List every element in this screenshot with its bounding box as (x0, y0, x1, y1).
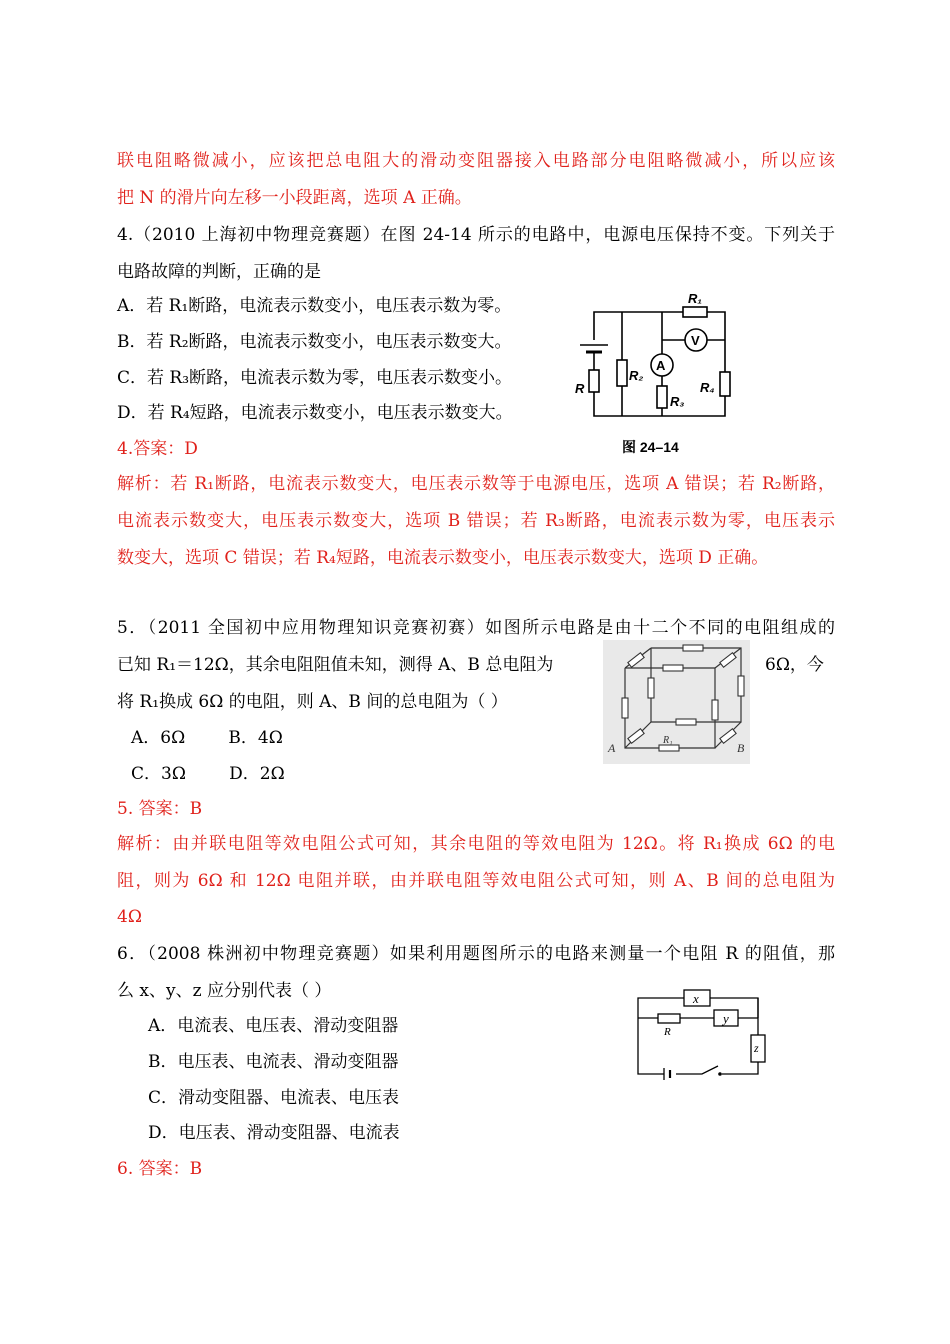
node-b-label: B (737, 741, 745, 755)
figure-caption: 图 24–14 (622, 439, 679, 455)
question6-option-b: B．电压表、电流表、滑动变阻器 (148, 1052, 399, 1072)
answer5-explanation-line3: 4Ω (117, 907, 142, 927)
r2-label: R₂ (629, 368, 644, 383)
question6-option-a: A．电流表、电压表、滑动变阻器 (148, 1016, 399, 1036)
voltmeter-label: V (691, 333, 700, 348)
answer5-explanation-line1: 解析：由并联电阻等效电阻公式可知，其余电阻的等效电阻为 12Ω。将 R₁换成 6Ω 的电 (117, 834, 835, 854)
question4-option-b: B．若 R₂断路，电流表示数变小，电压表示数变大。 (117, 332, 512, 352)
answer4-explanation-line1: 解析：若 R₁断路，电流表示数变大，电压表示数等于电源电压，选项 A 错误；若 R₂断路， (117, 474, 835, 494)
answer3-explanation-line1: 联电阻略微减小，应该把总电阻大的滑动变阻器接入电路部分电阻略微减小，所以应该 (117, 151, 835, 171)
question5-options-ab: A．6Ω B．4Ω (131, 728, 283, 748)
node-a-label: A (608, 741, 616, 755)
answer4: 4.答案：D (117, 439, 198, 459)
answer3-explanation-line2: 把 N 的滑片向左移一小段距离，选项 A 正确。 (117, 188, 472, 208)
circuit-figure-24-14 (572, 290, 742, 462)
xyz-measurement-circuit (630, 980, 770, 1084)
z-label: z (754, 1041, 759, 1055)
question6-option-d: D．电压表、滑动变阻器、电流表 (148, 1123, 400, 1143)
answer5: 5. 答案：B (117, 799, 203, 819)
x-label: x (693, 991, 699, 1006)
question4-option-a: A．若 R₁断路，电流表示数变小，电压表示数为零。 (117, 296, 512, 316)
question6-option-c: C．滑动变阻器、电流表、电压表 (148, 1088, 400, 1108)
question5-options-cd: C．3Ω D．2Ω (131, 764, 285, 784)
question5-stem-line2-right: 6Ω，今 (765, 655, 824, 675)
answer6: 6. 答案：B (117, 1159, 203, 1179)
ammeter-label: A (656, 358, 666, 373)
question5-stem-line1: 5．（2011 全国初中应用物理知识竞赛初赛）如图所示电路是由十二个不同的电阻组成的 (117, 618, 835, 638)
question4-option-c: C．若 R₃断路，电流表示数为零，电压表示数变小。 (117, 368, 513, 388)
cube-r1-label: R₁ (663, 735, 673, 746)
question5-stem-line3: 将 R₁换成 6Ω 的电阻，则 A、B 间的总电阻为（ ） (117, 692, 508, 712)
resistor-cube-figure (603, 640, 750, 764)
question4-stem-line2: 电路故障的判断，正确的是 (117, 262, 321, 282)
resistor-r-label: R (664, 1026, 671, 1038)
question5-stem-line2-left: 已知 R₁＝12Ω，其余电阻阻值未知，测得 A、B 总电阻为 (117, 655, 554, 675)
question6-stem-line2: 么 x、y、z 应分别代表（ ） (117, 981, 332, 1001)
r-label: R (575, 381, 585, 396)
question4-stem-line1: 4.（2010 上海初中物理竞赛题）在图 24-14 所示的电路中，电源电压保持不变。下列关于 (117, 225, 835, 245)
answer4-explanation-line3: 数变大，选项 C 错误；若 R₄短路，电流表示数变小，电压表示数变大，选项 D 正确。 (117, 548, 769, 568)
answer4-explanation-line2: 电流表示数变大，电压表示数变大，选项 B 错误；若 R₃断路，电流表示数为零，电压表示 (117, 511, 835, 531)
r4-label: R₄ (700, 380, 715, 395)
answer5-explanation-line2: 阻，则为 6Ω 和 12Ω 电阻并联，由并联电阻等效电阻公式可知，则 A、B 间的总电阻为 (117, 871, 836, 891)
r3-label: R₃ (670, 394, 685, 409)
y-label: y (723, 1011, 729, 1026)
question4-option-d: D．若 R₄短路，电流表示数变小，电压表示数变大。 (117, 403, 513, 423)
r1-label: R₁ (688, 291, 702, 306)
question6-stem-line1: 6．（2008 株洲初中物理竞赛题）如果利用题图所示的电路来测量一个电阻 R 的阻值，那 (117, 944, 835, 964)
